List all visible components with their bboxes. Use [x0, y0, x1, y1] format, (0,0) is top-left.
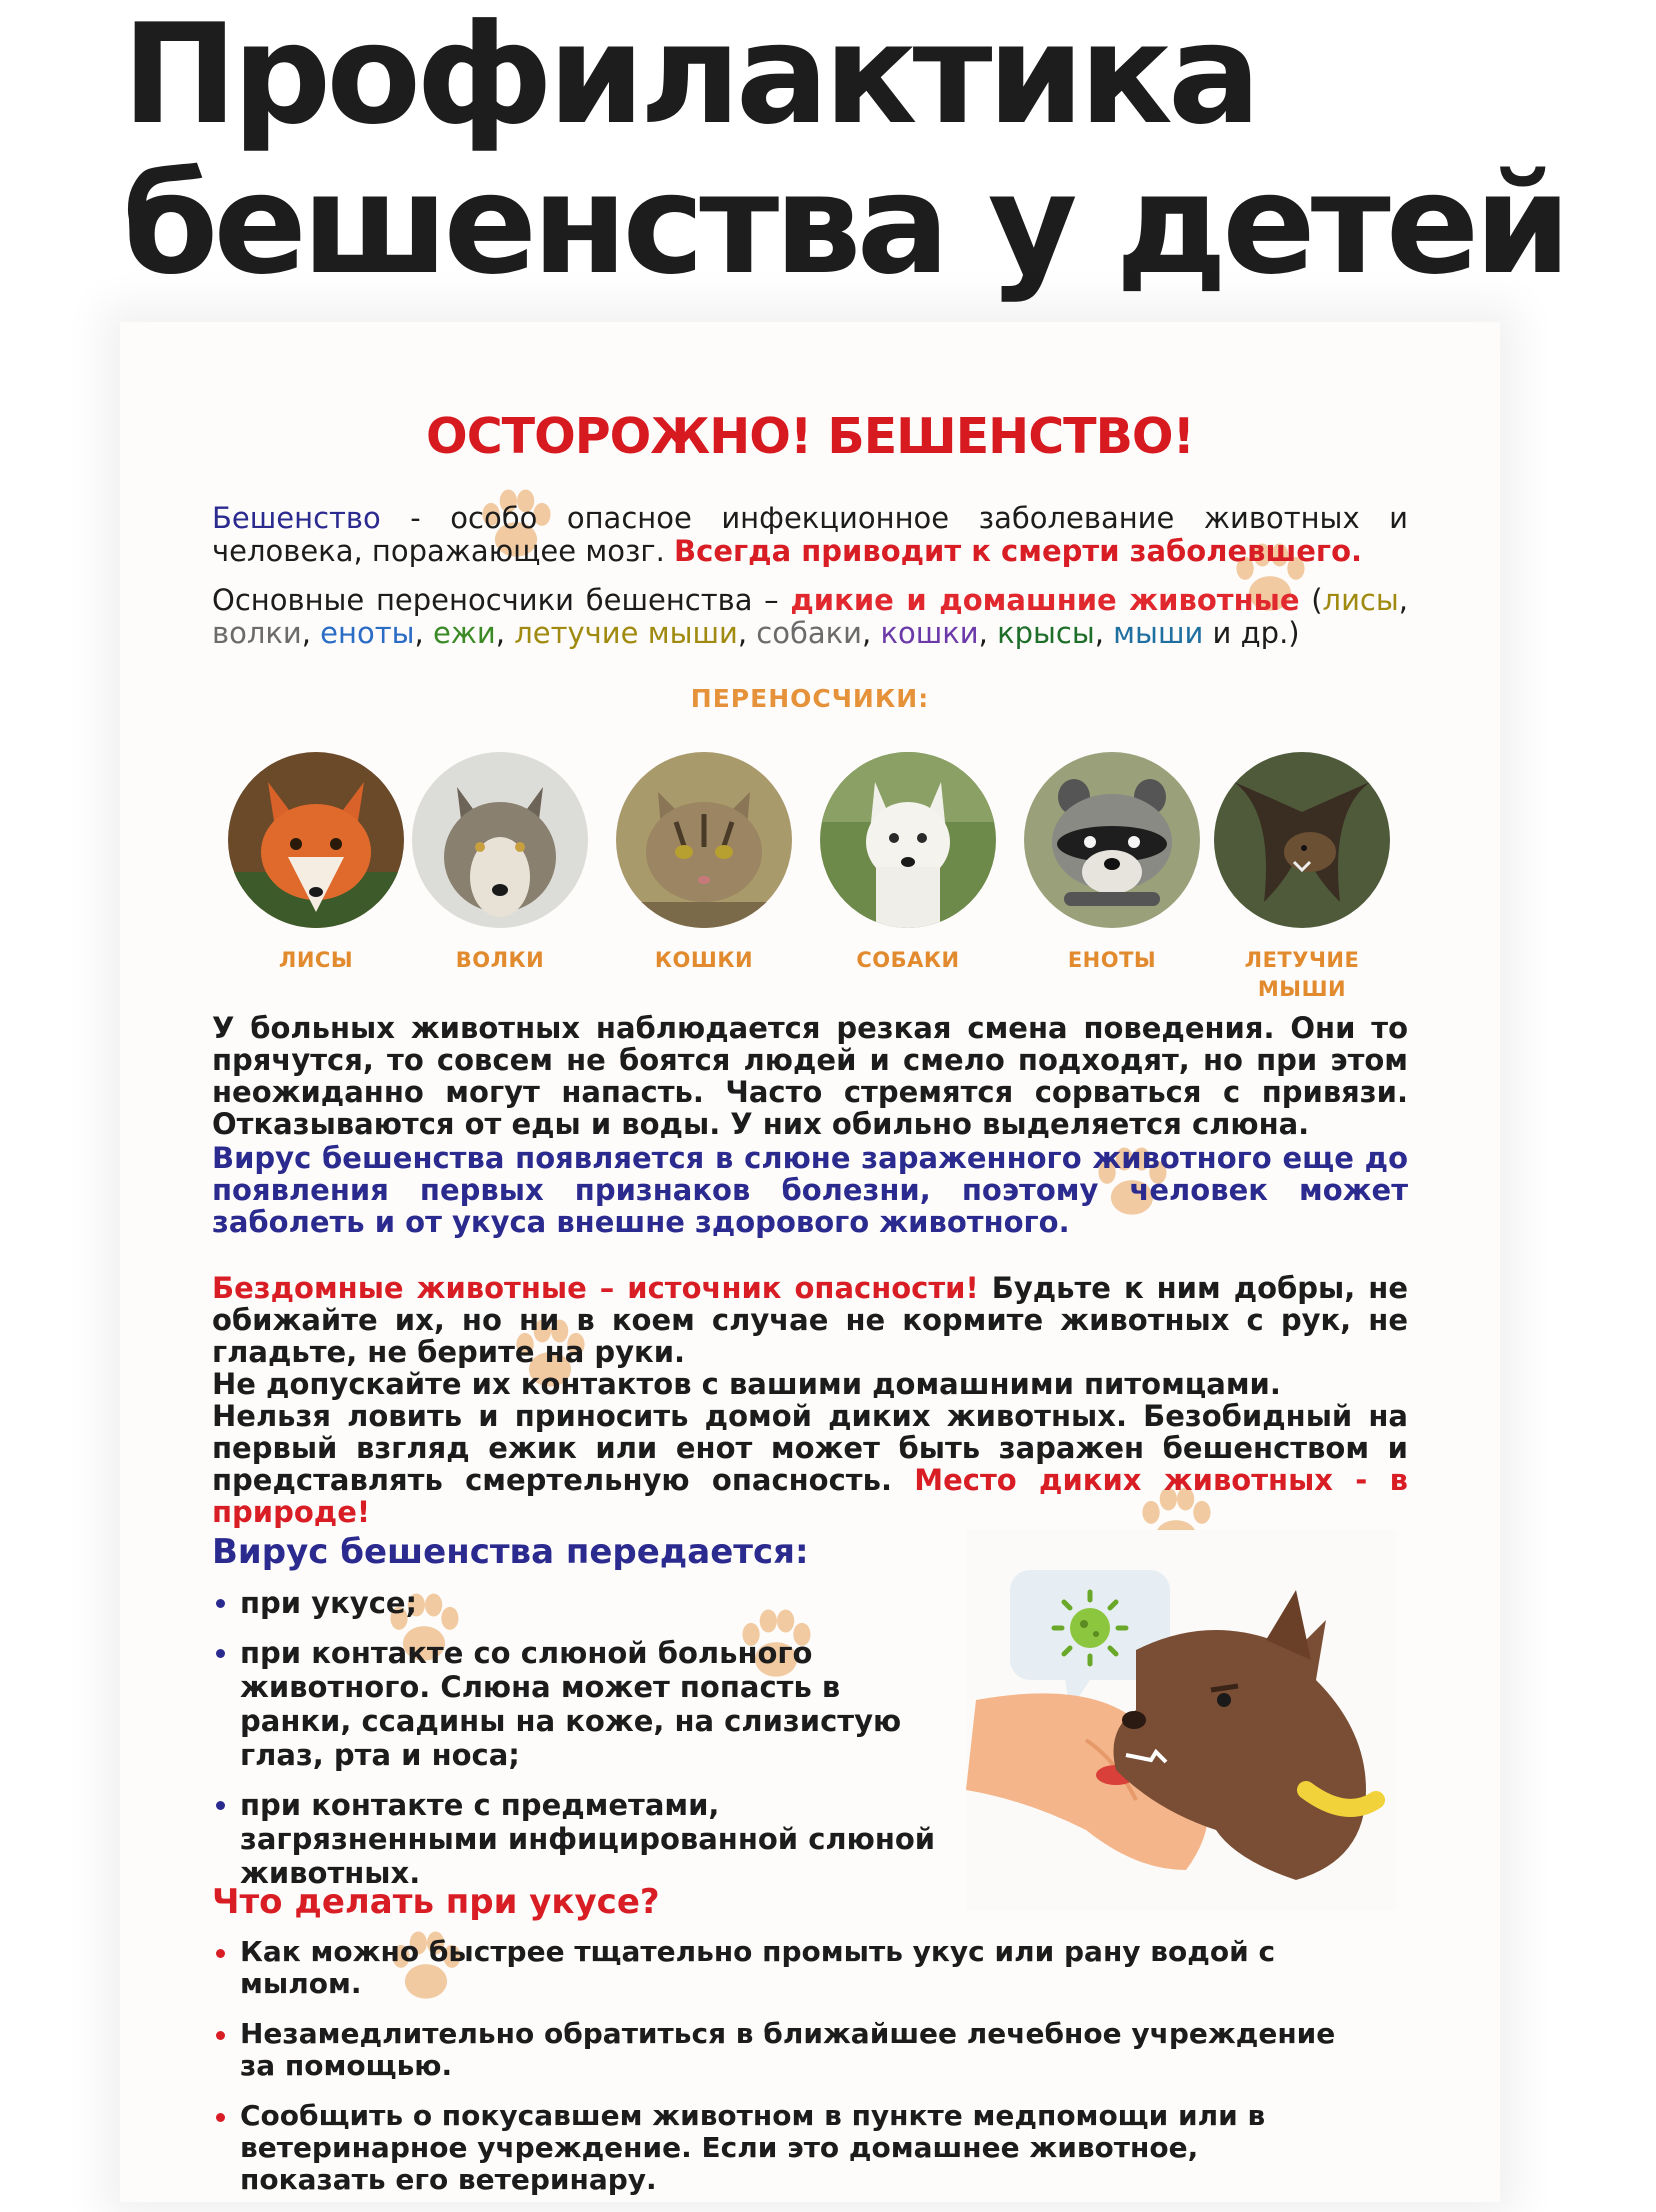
carriers-title: ПЕРЕНОСЧИКИ:: [690, 684, 930, 713]
virus-note-paragraph: Вирус бешенства появляется в слюне зараженного животного еще до появления первых признаков болезни, поэтому человек может заболеть и от укуса внешне здорового животного.: [212, 1141, 1408, 1239]
animal-label: ЛЕТУЧИЕ МЫШИ: [1244, 948, 1360, 1001]
list-item: Незамедлительно обратиться в ближайшее лечебное учреждение за помощью.: [214, 2018, 1340, 2082]
list-item: при контакте с предметами, загрязненными инфицированной слюной животных.: [214, 1788, 954, 1890]
wild-warning: Место диких животных - в природе!: [212, 1463, 1408, 1529]
rabies-term: Бешенство: [212, 501, 381, 535]
raccoon-photo: [1024, 752, 1200, 928]
list-item: при укусе;: [214, 1586, 954, 1620]
warning-heading: ОСТОРОЖНО! БЕШЕНСТВО!: [426, 408, 1194, 465]
animal-label: ВОЛКИ: [455, 948, 545, 972]
pets-paragraph: Не допускайте их контактов с вашими домашними питомцами.: [212, 1367, 1281, 1401]
stray-warning: Бездомные животные – источник опасности!: [212, 1271, 979, 1305]
list-item: Сообщить о покусавшем животном в пункте медпомощи или в ветеринарное учреждение. Если это домашнее животное, показать его ветеринару.: [214, 2100, 1340, 2196]
page-title-line-2: бешенства у детей: [122, 144, 1567, 305]
intro-paragraph: Бешенство - особо опасное инфекционное заболевание животных и человека, поражающее мозг. Всегда приводит к смерти заболевшего.: [212, 501, 1408, 568]
carriers-paragraph: Основные переносчики бешенства – дикие и домашние животные (лисы, волки, еноты, ежи, летучие мыши, собаки, кошки, крысы, мыши и др.): [212, 583, 1408, 650]
animal-raccoon: [1022, 752, 1202, 975]
wild-animals-paragraph: Нельзя ловить и приносить домой диких животных. Безобидный на первый взгляд ежик или енот может быть заражен бешенством и представлять смертельную опасность. Место диких животных - в природе!: [212, 1399, 1408, 1529]
list-item: при контакте со слюной больного животного. Слюна может попасть в ранки, ссадины на коже, на слизистую глаз, рта и носа;: [214, 1636, 954, 1772]
bite-actions-title: Что делать при укусе?: [212, 1882, 660, 1922]
fox-photo: [228, 752, 404, 928]
stray-paragraph: Бездомные животные – источник опасности! Будьте к ним добры, не обижайте их, но ни в коем случае не кормите животных с рук, не гладьте, не берите на руки.: [212, 1271, 1409, 1369]
list-item: Как можно быстрее тщательно промыть укус или рану водой с мылом.: [214, 1936, 1404, 2000]
cat-photo: [616, 752, 792, 928]
animal-wolf: [410, 752, 590, 975]
animal-label: КОШКИ: [654, 948, 754, 972]
wolf-photo: [412, 752, 588, 928]
bite-actions-list: [214, 1936, 1404, 2212]
page-title-line-1: Профилактика: [122, 0, 1257, 155]
animal-label: ЛИСЫ: [278, 948, 354, 972]
page-title: [122, 0, 1567, 305]
animal-cat: [614, 752, 794, 975]
transmission-title: Вирус бешенства передается:: [212, 1532, 809, 1572]
animal-dog: [818, 752, 998, 975]
animal-fox: [226, 752, 406, 975]
death-warning: Всегда приводит к смерти заболевшего.: [674, 534, 1363, 568]
transmission-list: [214, 1586, 954, 1906]
bat-photo: [1214, 752, 1390, 928]
animal-bat: [1212, 752, 1392, 1004]
animal-label: ЕНОТЫ: [1067, 948, 1157, 972]
behavior-paragraph: У больных животных наблюдается резкая смена поведения. Они то прячутся, то совсем не боятся людей и смело подходят, но при этом неожиданно могут напасть. Часто стремятся сорваться с привязи. Отказываются от еды и воды. У них обильно выделяется слюна.: [212, 1011, 1408, 1141]
animal-label: СОБАКИ: [856, 948, 960, 972]
dog-bite-illustration: [966, 1530, 1396, 1910]
dog-photo: [820, 752, 996, 928]
